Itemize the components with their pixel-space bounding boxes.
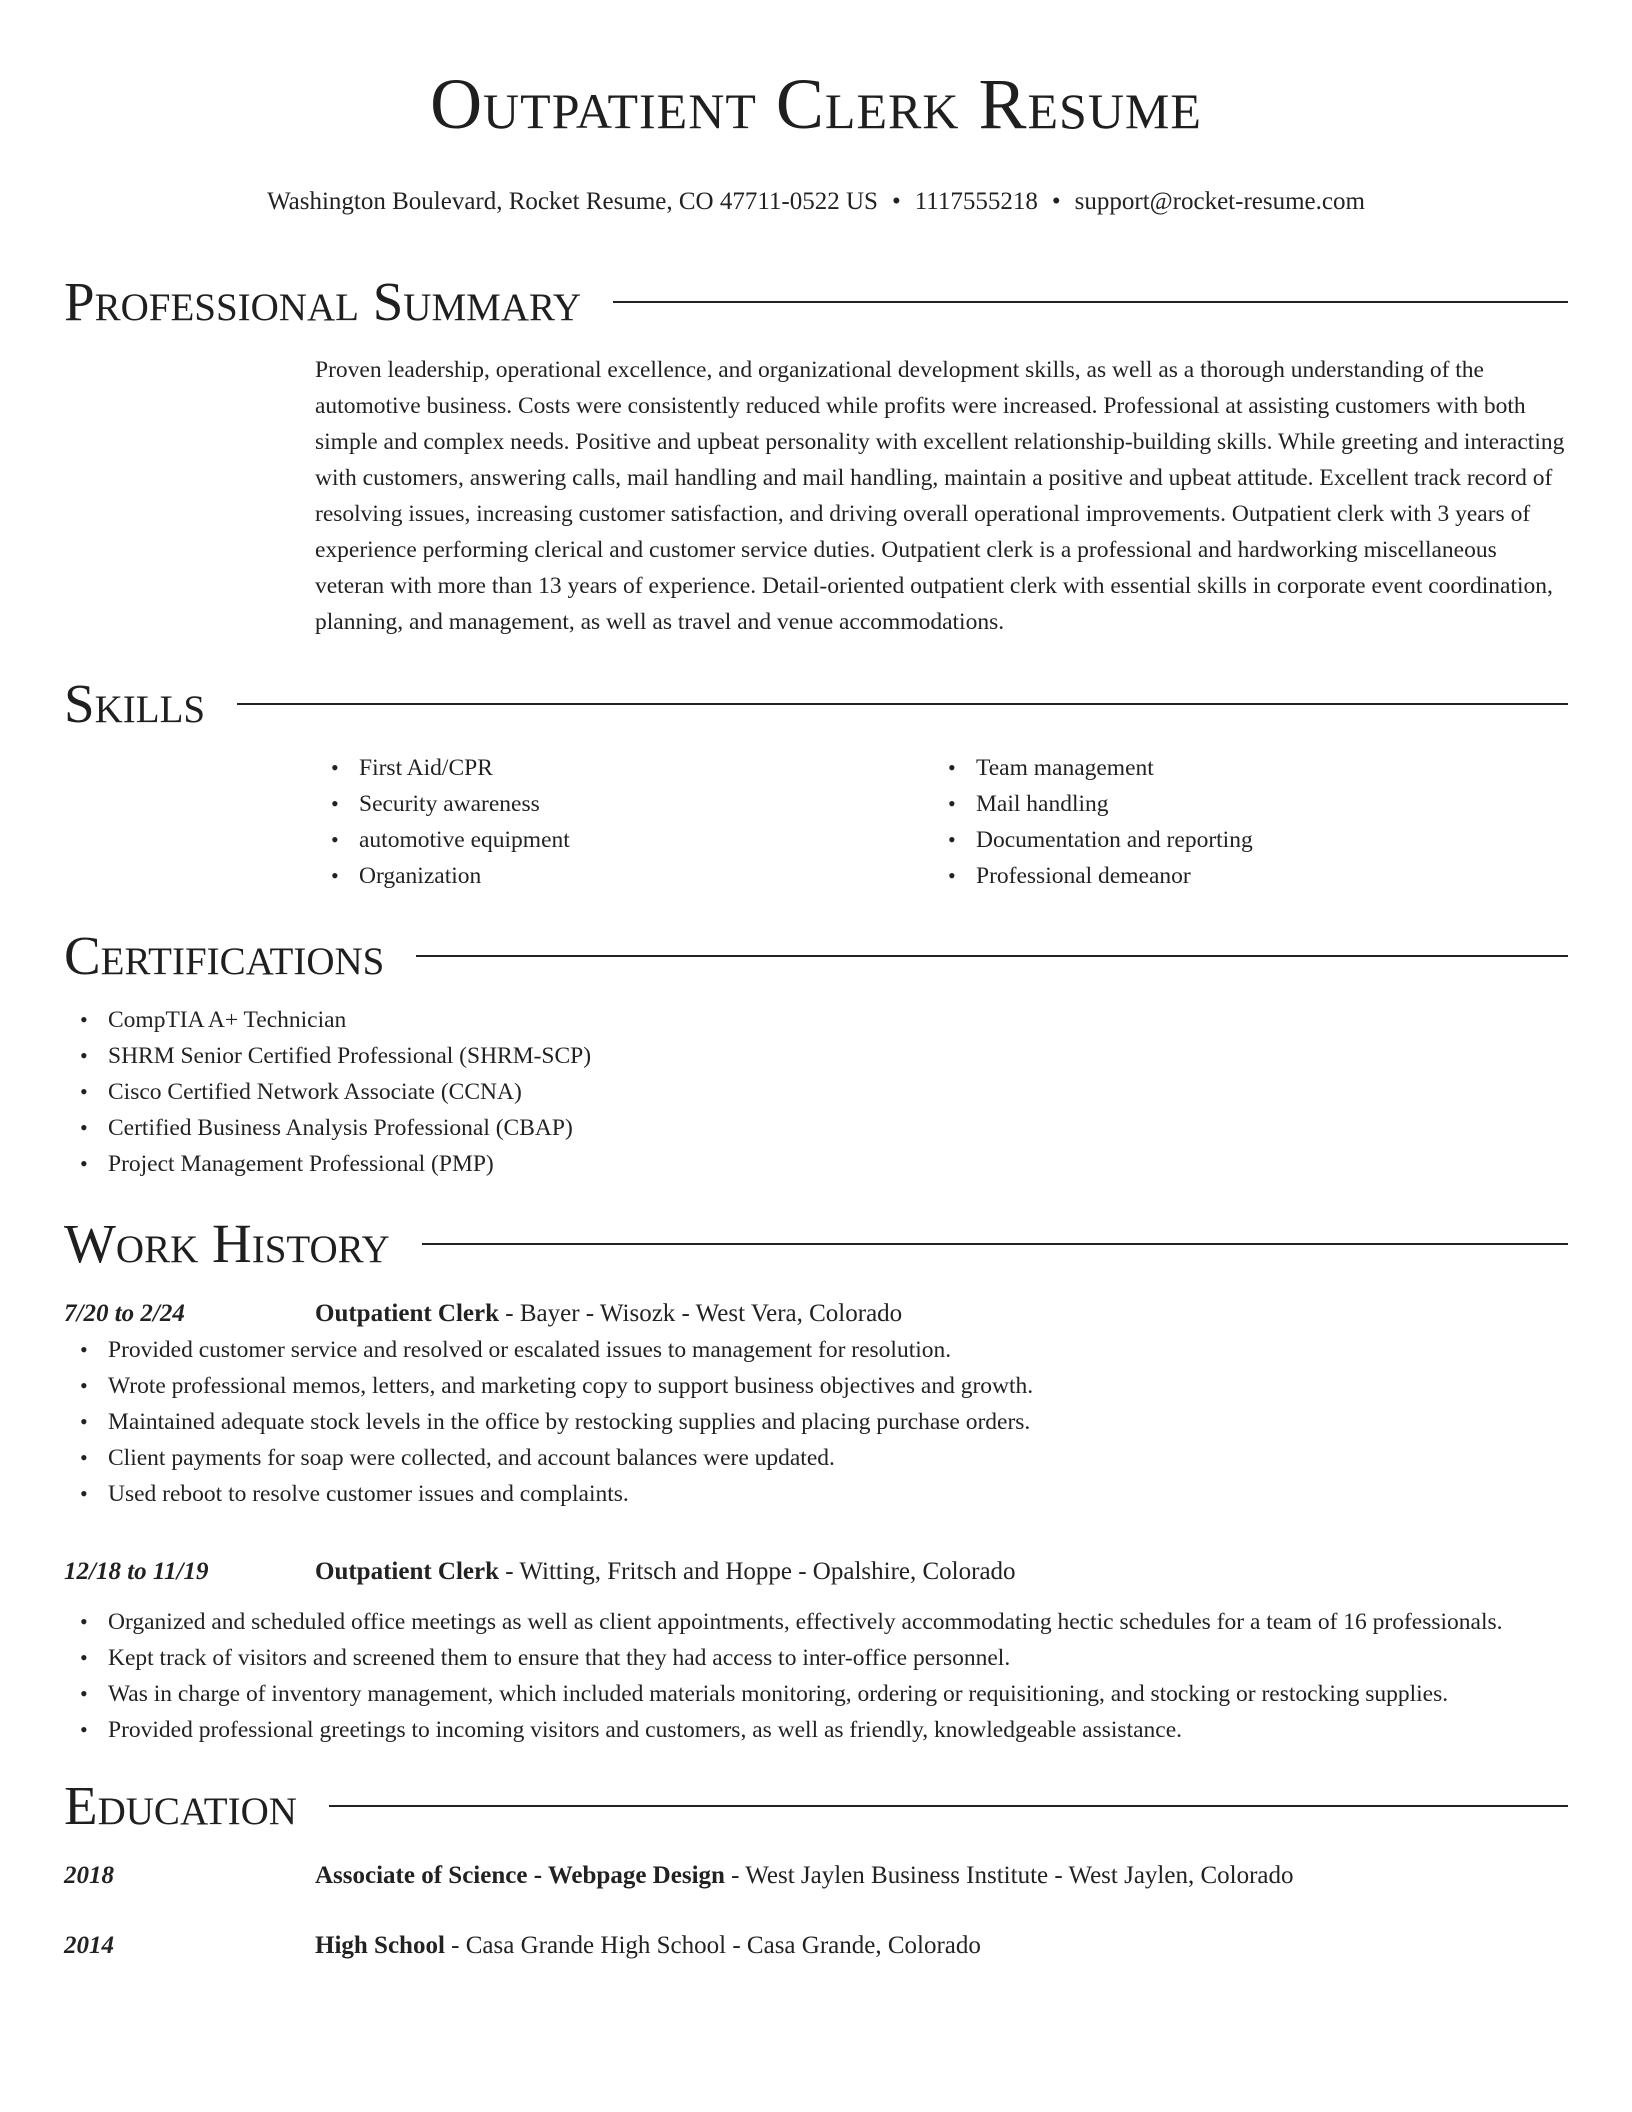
job-title: Outpatient Clerk [315, 1300, 500, 1327]
list-item: • Project Management Professional (PMP) [64, 1146, 1568, 1182]
job-header [64, 1554, 1568, 1590]
list-item: • SHRM Senior Certified Professional (SHRM-SCP) [64, 1038, 1568, 1074]
section-divider [422, 1243, 1568, 1245]
list-item: • Documentation and reporting [932, 822, 1549, 858]
job-company: - Witting, Fritsch and Hoppe - Opalshire, Colorado [499, 1558, 1016, 1585]
contact-separator: • [1051, 188, 1061, 215]
education-heading-line [315, 1928, 981, 1964]
job-duties [64, 1332, 1568, 1512]
section-divider [329, 1805, 1568, 1807]
section-divider [613, 301, 1568, 303]
work-history-section [64, 1212, 1568, 1748]
job-heading [315, 1554, 1016, 1590]
list-item: • Was in charge of inventory management, which included materials monitoring, ordering or requisitioning, and stocking or restocking supplies. [64, 1676, 1568, 1712]
job-dates: 12/18 to 11/19 [64, 1558, 209, 1585]
certifications-list [64, 1002, 1568, 1182]
education-degree: High School [315, 1932, 445, 1959]
section-divider [237, 703, 1568, 705]
list-item: • Professional demeanor [932, 858, 1549, 894]
list-item: • Wrote professional memos, letters, and marketing copy to support business objectives and growth. [64, 1368, 1568, 1404]
summary-section [64, 270, 1568, 640]
job-duties [64, 1604, 1568, 1748]
job-header [64, 1296, 1568, 1332]
list-item: • Security awareness [315, 786, 932, 822]
skills-header [64, 672, 1568, 736]
education-entry [64, 1858, 1568, 1894]
job-dates: 7/20 to 2/24 [64, 1300, 185, 1327]
list-item: • Mail handling [932, 786, 1549, 822]
skills-column-left [315, 750, 932, 894]
resume-title: Outpatient Clerk Resume [430, 64, 1202, 144]
list-item: • First Aid/CPR [315, 750, 932, 786]
certifications-heading: Certifications [64, 925, 385, 986]
contact-phone: 1117555218 [914, 188, 1038, 215]
contact-separator: • [891, 188, 901, 215]
list-item: • Team management [932, 750, 1549, 786]
education-header [64, 1774, 1568, 1838]
summary-header [64, 270, 1568, 334]
job-title: Outpatient Clerk [315, 1558, 500, 1585]
education-heading: Education [64, 1775, 297, 1836]
job-entry [64, 1554, 1568, 1748]
job-company: - Bayer - Wisozk - West Vera, Colorado [499, 1300, 903, 1327]
list-item: • Maintained adequate stock levels in the office by restocking supplies and placing purchase orders. [64, 1404, 1568, 1440]
education-section [64, 1774, 1568, 1964]
resume-page [64, 0, 1568, 1964]
list-item: • Client payments for soap were collected, and account balances were updated. [64, 1440, 1568, 1476]
skills-grid [315, 750, 1568, 894]
job-entry [64, 1296, 1568, 1512]
education-year: 2014 [64, 1932, 114, 1959]
skills-heading: Skills [64, 673, 206, 734]
education-degree: Associate of Science - Webpage Design [315, 1862, 725, 1889]
list-item: • Organized and scheduled office meetings as well as client appointments, effectively accommodating hectic schedules for a team of 16 professionals. [64, 1604, 1568, 1640]
summary-heading: Professional Summary [64, 271, 582, 332]
contact-email: support@rocket-resume.com [1074, 188, 1365, 215]
list-item: • Used reboot to resolve customer issues and complaints. [64, 1476, 1568, 1512]
work-history-header [64, 1212, 1568, 1276]
list-item: • Provided professional greetings to incoming visitors and customers, as well as friendly, knowledgeable assistance. [64, 1712, 1568, 1748]
education-school: - West Jaylen Business Institute - West Jaylen, Colorado [724, 1862, 1294, 1889]
education-entry [64, 1928, 1568, 1964]
list-item: • Organization [315, 858, 932, 894]
contact-address: Washington Boulevard, Rocket Resume, CO 47711-0522 US [267, 188, 878, 215]
education-heading-line [315, 1858, 1294, 1894]
certifications-header [64, 924, 1568, 988]
list-item: • Certified Business Analysis Professional (CBAP) [64, 1110, 1568, 1146]
skills-section [64, 672, 1568, 894]
skills-column-right [932, 750, 1549, 894]
section-divider [416, 955, 1568, 957]
list-item: • Provided customer service and resolved or escalated issues to management for resolution. [64, 1332, 1568, 1368]
list-item: • CompTIA A+ Technician [64, 1002, 1568, 1038]
education-year: 2018 [64, 1862, 114, 1889]
list-item: • Cisco Certified Network Associate (CCNA) [64, 1074, 1568, 1110]
education-school: - Casa Grande High School - Casa Grande, Colorado [444, 1932, 981, 1959]
summary-text: Proven leadership, operational excellence, and organizational development skills, as well as a thorough understanding of the automotive business. Costs were consistently reduced while profits were increased. Professional at assisting customers with both simple and complex needs. Positive and upbeat personality with excellent relationship-building skills. While greeting and interacting with customers, answering calls, mail handling and mail handling, maintain a positive and upbeat attitude. Excellent track record of resolving issues, increasing customer satisfaction, and driving overall operational improvements. Outpatient clerk with 3 years of experience performing clerical and customer service duties. Outpatient clerk is a professional and hardworking miscellaneous veteran with more than 13 years of experience. Detail-oriented outpatient clerk with essential skills in corporate event coordination, planning, and management, as well as travel and venue accommodations. [315, 357, 1565, 635]
list-item: • automotive equipment [315, 822, 932, 858]
certifications-section [64, 924, 1568, 1182]
contact-line [64, 186, 1568, 218]
job-heading [315, 1296, 902, 1332]
work-history-heading: Work History [64, 1213, 390, 1274]
list-item: • Kept track of visitors and screened them to ensure that they had access to inter-office personnel. [64, 1640, 1568, 1676]
